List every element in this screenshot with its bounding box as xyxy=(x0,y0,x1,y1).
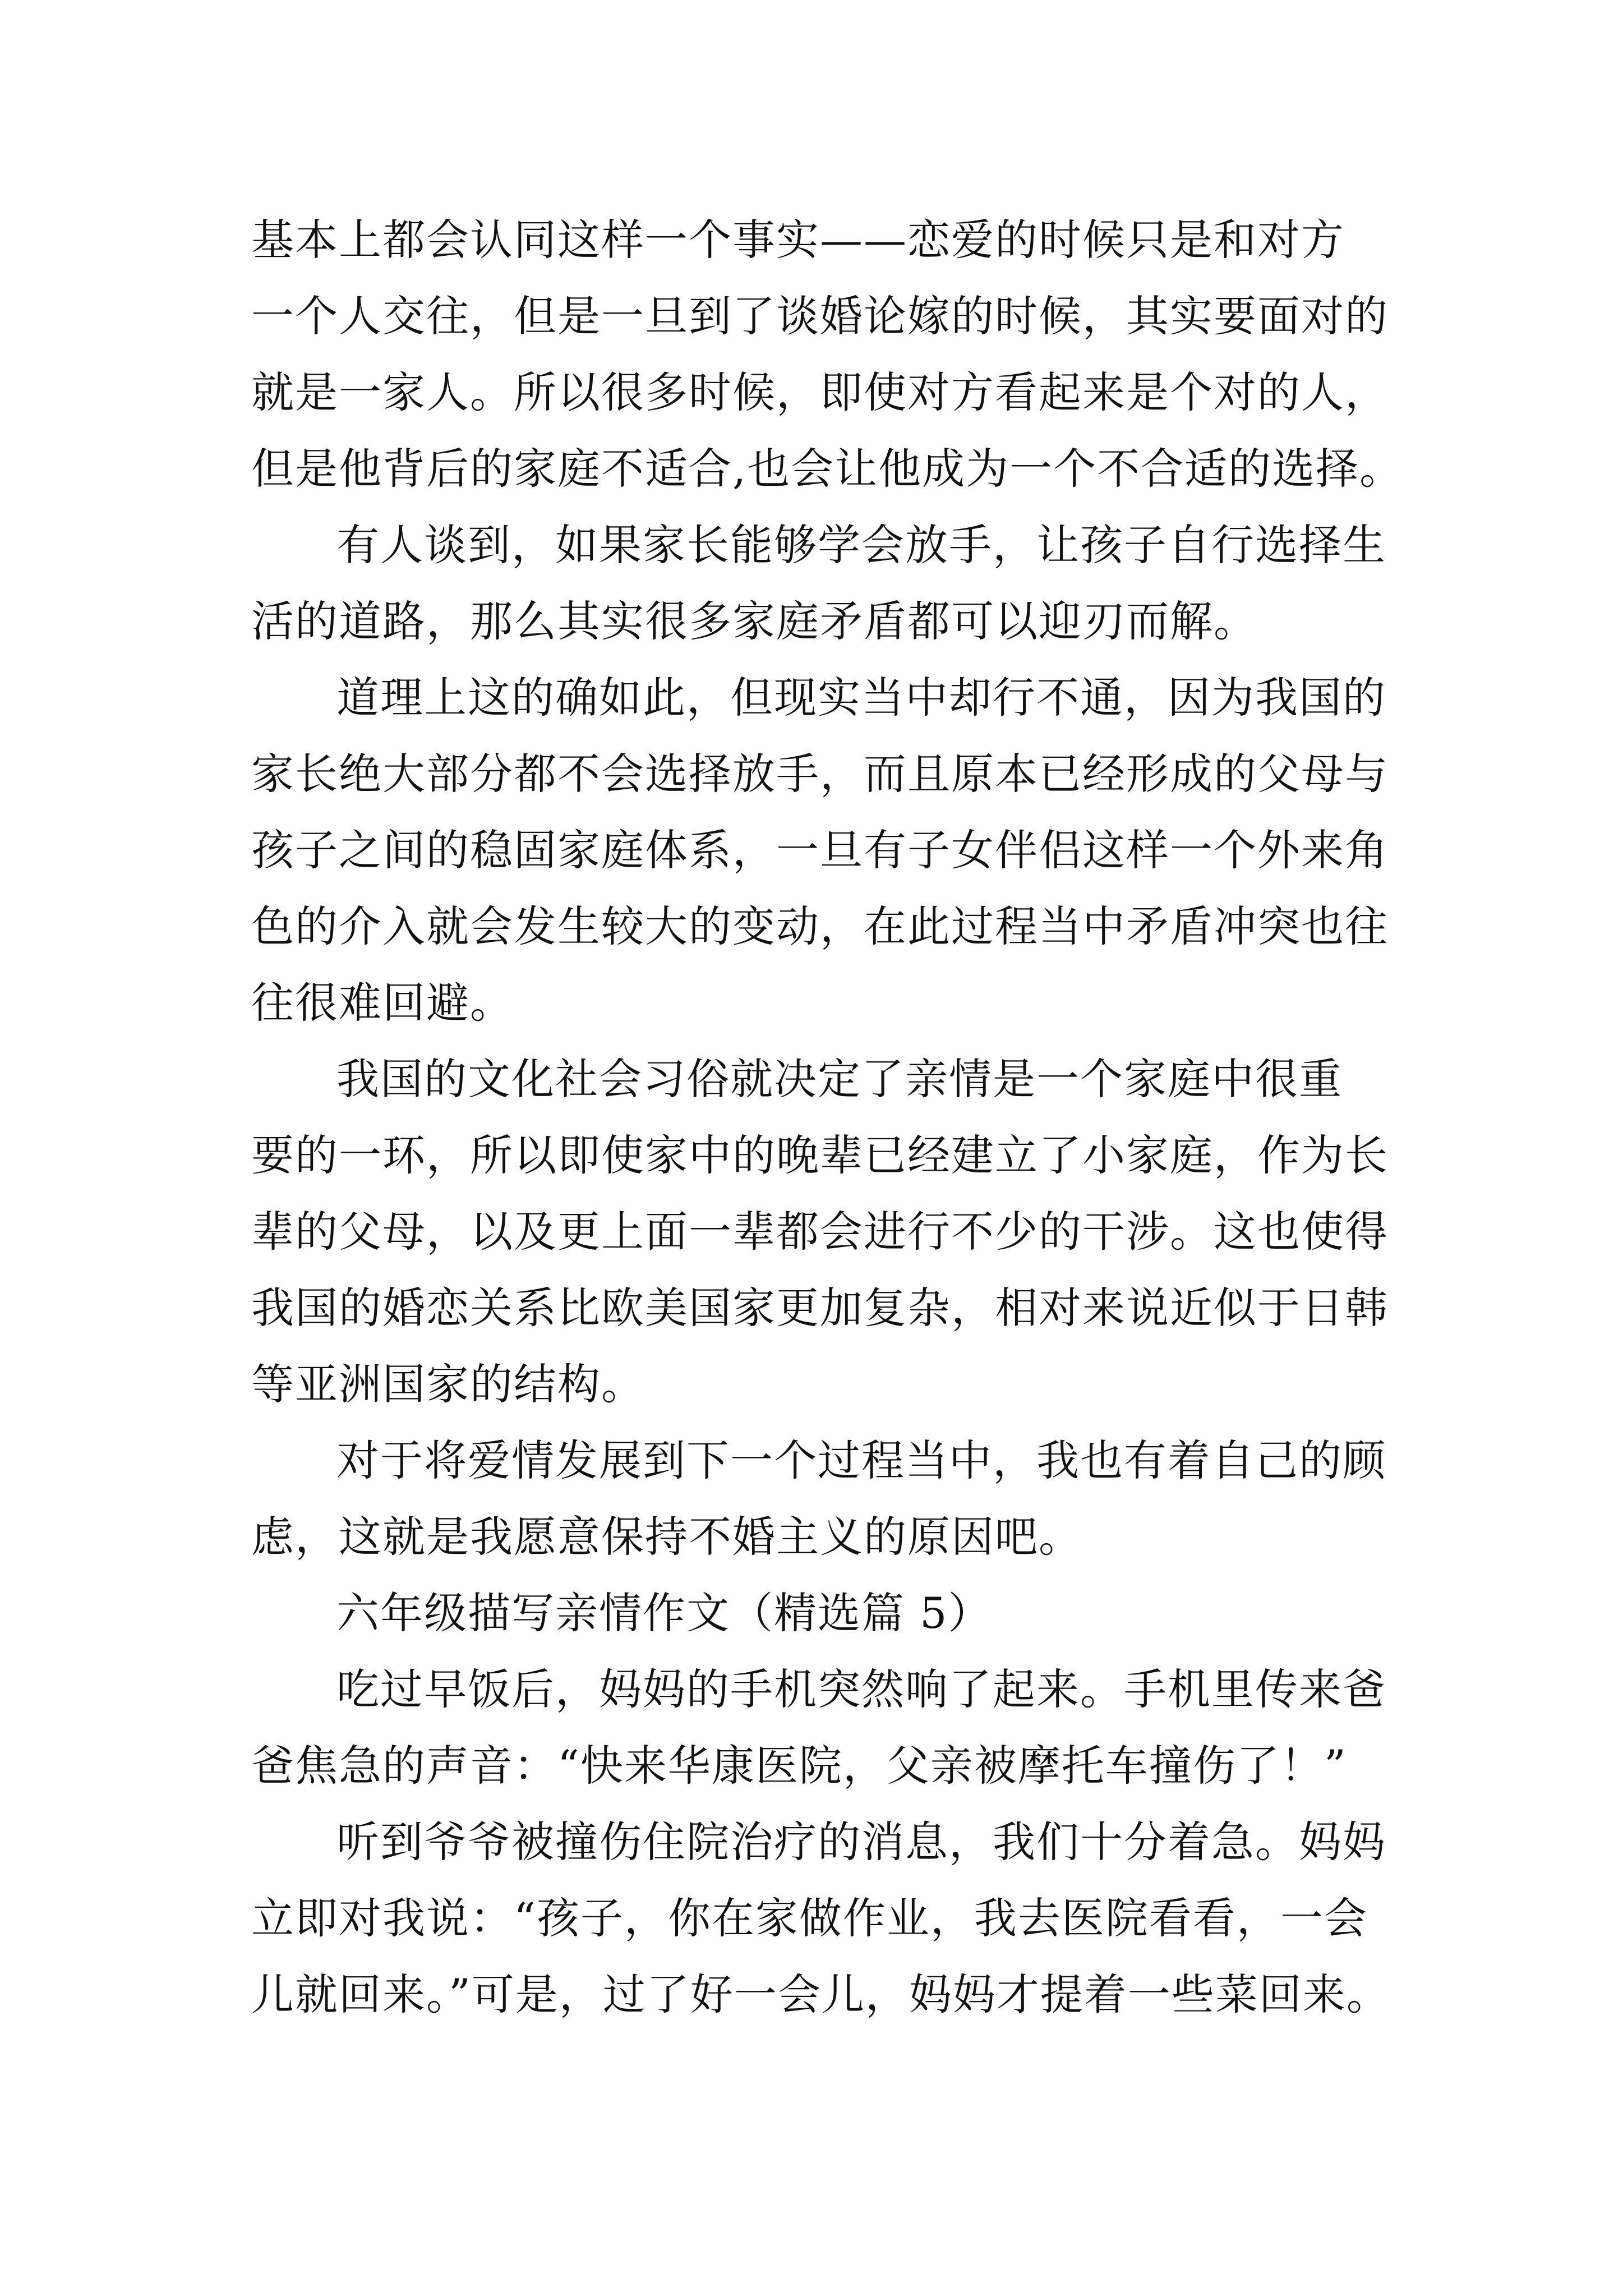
text-line: 对于将爱情发展到下一个过程当中，我也有着自己的顾 xyxy=(336,1435,1386,1485)
text-line: 听到爷爷被撞伤住院治疗的消息，我们十分着急。妈妈 xyxy=(336,1817,1386,1867)
text-line: 要的一环，所以即使家中的晚辈已经建立了小家庭，作为长 xyxy=(251,1130,1389,1180)
text-line: 活的道路，那么其实很多家庭矛盾都可以迎刃而解。 xyxy=(251,596,1257,646)
section-heading: 六年级描写亲情作文（精选篇 5） xyxy=(336,1588,992,1638)
text-line: 色的介入就会发生较大的变动，在此过程当中矛盾冲突也往 xyxy=(251,901,1389,951)
text-line: 一个人交往，但是一旦到了谈婚论嫁的时候，其实要面对的 xyxy=(251,291,1389,341)
text-line: 家长绝大部分都不会选择放手，而且原本已经形成的父母与 xyxy=(251,749,1389,799)
text-line: 等亚洲国家的结构。 xyxy=(251,1359,645,1409)
text-line: 但是他背后的家庭不适合,也会让他成为一个不合适的选择。 xyxy=(251,444,1404,494)
text-line: 道理上这的确如此，但现实当中却行不通，因为我国的 xyxy=(336,673,1386,723)
text-line: 吃过早饭后，妈妈的手机突然响了起来。手机里传来爸 xyxy=(336,1664,1386,1714)
text-line: 往很难回避。 xyxy=(251,978,514,1028)
text-line: 立即对我说：“孩子，你在家做作业，我去医院看看，一会 xyxy=(251,1893,1368,1943)
text-line: 虑，这就是我愿意保持不婚主义的原因吧。 xyxy=(251,1512,1082,1562)
text-line: 就是一家人。所以很多时候，即使对方看起来是个对的人， xyxy=(251,367,1389,417)
text-line: 基本上都会认同这样一个事实——恋爱的时候只是和对方 xyxy=(251,215,1345,265)
text-line: 有人谈到，如果家长能够学会放手，让孩子自行选择生 xyxy=(336,520,1386,570)
text-line: 爸焦急的声音：“快来华康医院，父亲被摩托车撞伤了！” xyxy=(251,1741,1347,1791)
text-line: 我国的文化社会习俗就决定了亲情是一个家庭中很重 xyxy=(336,1054,1343,1104)
text-line: 辈的父母，以及更上面一辈都会进行不少的干涉。这也使得 xyxy=(251,1207,1389,1257)
document-page xyxy=(251,202,1429,2033)
text-line: 儿就回来。”可是，过了好一会儿，妈妈才提着一些菜回来。 xyxy=(251,1970,1390,2019)
text-line: 孩子之间的稳固家庭体系，一旦有子女伴侣这样一个外来角 xyxy=(251,825,1389,875)
text-line: 我国的婚恋关系比欧美国家更加复杂，相对来说近似于日韩 xyxy=(251,1283,1389,1333)
